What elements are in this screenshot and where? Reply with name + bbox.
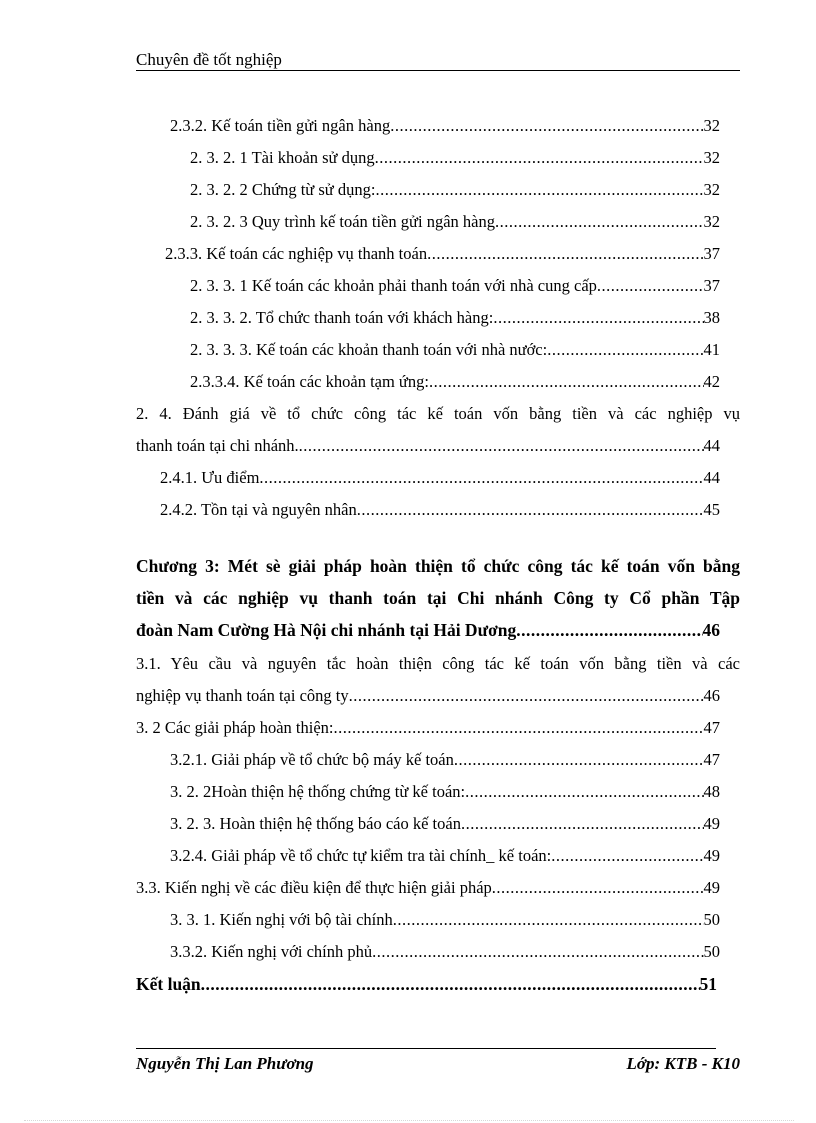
toc-entry-line: 3.1. Yêu cầu và nguyên tắc hoàn thiện công tác kế toán vốn bằng tiền và các xyxy=(136,654,740,673)
toc-entry[interactable] xyxy=(190,336,720,360)
dot-leader xyxy=(454,750,704,770)
toc-entry[interactable] xyxy=(190,208,720,232)
chapter-heading-line: Chương 3: Mét sè giải pháp hoàn thiện tổ chức công tác kế toán vốn bằng xyxy=(136,556,740,576)
toc-entry[interactable] xyxy=(190,304,720,328)
toc-entry[interactable] xyxy=(170,746,720,770)
dot-leader xyxy=(375,148,704,168)
toc-entry-page: 38 xyxy=(703,308,720,327)
toc-entry-page: 32 xyxy=(703,180,720,199)
toc-entry[interactable] xyxy=(136,682,720,706)
toc-entry[interactable] xyxy=(136,874,720,898)
toc-entry[interactable] xyxy=(170,906,720,930)
chapter-heading-line: tiền và các nghiệp vụ thanh toán tại Chi nhánh Công ty Cổ phần Tập xyxy=(136,588,740,608)
toc-entry[interactable] xyxy=(170,810,720,834)
toc-entry[interactable] xyxy=(190,144,720,168)
dot-leader xyxy=(372,942,703,962)
toc-entry-title: 3. 2. 3. Hoàn thiện hệ thống báo cáo kế toán xyxy=(170,814,461,833)
toc-entry-title: 2. 3. 3. 2. Tổ chức thanh toán với khách hàng: xyxy=(190,308,494,327)
toc-entry-page: 48 xyxy=(703,782,720,801)
toc-entry-page: 51 xyxy=(699,974,717,994)
toc-entry-title: 3.2.1. Giải pháp về tổ chức bộ máy kế toán xyxy=(170,750,454,769)
dot-leader xyxy=(375,180,703,200)
toc-entry[interactable] xyxy=(190,176,720,200)
toc-entry-title: 3.3. Kiến nghị về các điều kiện để thực hiện giải pháp xyxy=(136,878,492,897)
dot-leader xyxy=(427,244,703,264)
dot-leader xyxy=(597,276,704,296)
toc-entry-page: 37 xyxy=(703,276,720,295)
toc-entry-page: 47 xyxy=(703,718,720,737)
header-title: Chuyên đề tốt nghiệp xyxy=(136,50,282,69)
toc-entry-title: 3. 2. 2Hoàn thiện hệ thống chứng từ kế toán: xyxy=(170,782,466,801)
toc-entry[interactable] xyxy=(170,938,720,962)
dot-leader xyxy=(461,814,704,834)
footer-class: Lớp: KTB - K10 xyxy=(626,1054,740,1073)
toc-entry-page: 44 xyxy=(703,436,720,455)
toc-entry[interactable] xyxy=(136,616,720,640)
dot-leader xyxy=(334,718,704,738)
toc-entry-title: đoàn Nam Cường Hà Nội chi nhánh tại Hải Dương xyxy=(136,620,517,640)
toc-entry-page: 49 xyxy=(703,846,720,865)
toc-entry-title: 3. 2 Các giải pháp hoàn thiện: xyxy=(136,718,334,737)
toc-entry-page: 37 xyxy=(703,244,720,263)
dot-leader xyxy=(547,340,703,360)
dot-leader xyxy=(492,878,704,898)
footer-rule xyxy=(136,1048,716,1049)
toc-entry[interactable] xyxy=(136,970,717,994)
toc-entry-title: 2. 3. 2. 3 Quy trình kế toán tiền gửi ngân hàng xyxy=(190,212,495,231)
toc-entry-page: 50 xyxy=(703,942,720,961)
toc-entry[interactable] xyxy=(170,842,720,866)
dot-leader xyxy=(393,910,704,930)
header-rule xyxy=(136,70,740,71)
toc-entry-title: 2.3.3. Kế toán các nghiệp vụ thanh toán xyxy=(165,244,428,263)
dot-leader xyxy=(390,116,703,136)
dot-leader xyxy=(465,782,703,802)
toc-entry-page: 49 xyxy=(703,878,720,897)
toc-entry[interactable] xyxy=(190,368,720,392)
toc-entry[interactable] xyxy=(165,240,720,264)
toc-entry-page: 46 xyxy=(702,620,720,640)
dot-leader xyxy=(201,974,700,994)
toc-entry-page: 32 xyxy=(703,212,720,231)
toc-entry[interactable] xyxy=(190,272,720,296)
toc-entry-title: 3. 3. 1. Kiến nghị với bộ tài chính xyxy=(170,910,393,929)
toc-entry-page: 42 xyxy=(703,372,720,391)
toc-entry-title: 2. 3. 2. 1 Tài khoản sử dụng xyxy=(190,148,375,167)
toc-entry-line: 2. 4. Đánh giá về tổ chức công tác kế toán vốn bằng tiền và các nghiệp vụ xyxy=(136,404,740,423)
dot-leader xyxy=(299,436,704,456)
toc-entry-title: Kết luận xyxy=(136,974,201,994)
toc-entry[interactable] xyxy=(160,496,720,520)
dot-leader xyxy=(357,500,704,520)
page-edge xyxy=(24,1120,794,1121)
toc-entry-page: 32 xyxy=(703,148,720,167)
dot-leader xyxy=(493,308,703,328)
dot-leader xyxy=(551,846,703,866)
toc-entry-page: 46 xyxy=(703,686,720,705)
toc-entry[interactable] xyxy=(136,432,720,456)
toc-entry-page: 45 xyxy=(703,500,720,519)
toc-entry-page: 50 xyxy=(703,910,720,929)
toc-entry-title: 2.4.2. Tồn tại và nguyên nhân xyxy=(160,500,357,519)
toc-entry-title: 2.4.1. Ưu điểm xyxy=(160,468,260,487)
toc-entry-title: 3.2.4. Giải pháp về tổ chức tự kiểm tra tài chính_ kế toán: xyxy=(170,846,552,865)
toc-entry-title: 2. 3. 3. 1 Kế toán các khoản phải thanh toán với nhà cung cấp xyxy=(190,276,597,295)
dot-leader xyxy=(349,686,704,706)
toc-entry[interactable] xyxy=(170,112,720,136)
toc-entry-title: 2. 3. 3. 3. Kế toán các khoản thanh toán với nhà nước: xyxy=(190,340,548,359)
toc-entry-title: 3.3.2. Kiến nghị với chính phủ xyxy=(170,942,373,961)
toc-entry[interactable] xyxy=(136,714,720,738)
toc-entry[interactable] xyxy=(160,464,720,488)
toc-entry-title: nghiệp vụ thanh toán tại công ty xyxy=(136,686,349,705)
toc-entry[interactable] xyxy=(170,778,720,802)
dot-leader xyxy=(259,468,703,488)
toc-entry-title: 2.3.2. Kế toán tiền gửi ngân hàng xyxy=(170,116,391,135)
toc-entry-page: 32 xyxy=(703,116,720,135)
toc-entry-page: 41 xyxy=(703,340,720,359)
toc-entry-page: 44 xyxy=(703,468,720,487)
dot-leader xyxy=(429,372,704,392)
toc-entry-page: 49 xyxy=(703,814,720,833)
toc-entry-page: 47 xyxy=(703,750,720,769)
dot-leader xyxy=(516,620,702,640)
toc-entry-title: 2.3.3.4. Kế toán các khoản tạm ứng: xyxy=(190,372,429,391)
footer-author: Nguyễn Thị Lan Phương xyxy=(136,1054,314,1073)
toc-entry-title: 2. 3. 2. 2 Chứng từ sử dụng: xyxy=(190,180,376,199)
toc-entry-title: thanh toán tại chi nhánh. xyxy=(136,436,299,455)
dot-leader xyxy=(495,212,704,232)
